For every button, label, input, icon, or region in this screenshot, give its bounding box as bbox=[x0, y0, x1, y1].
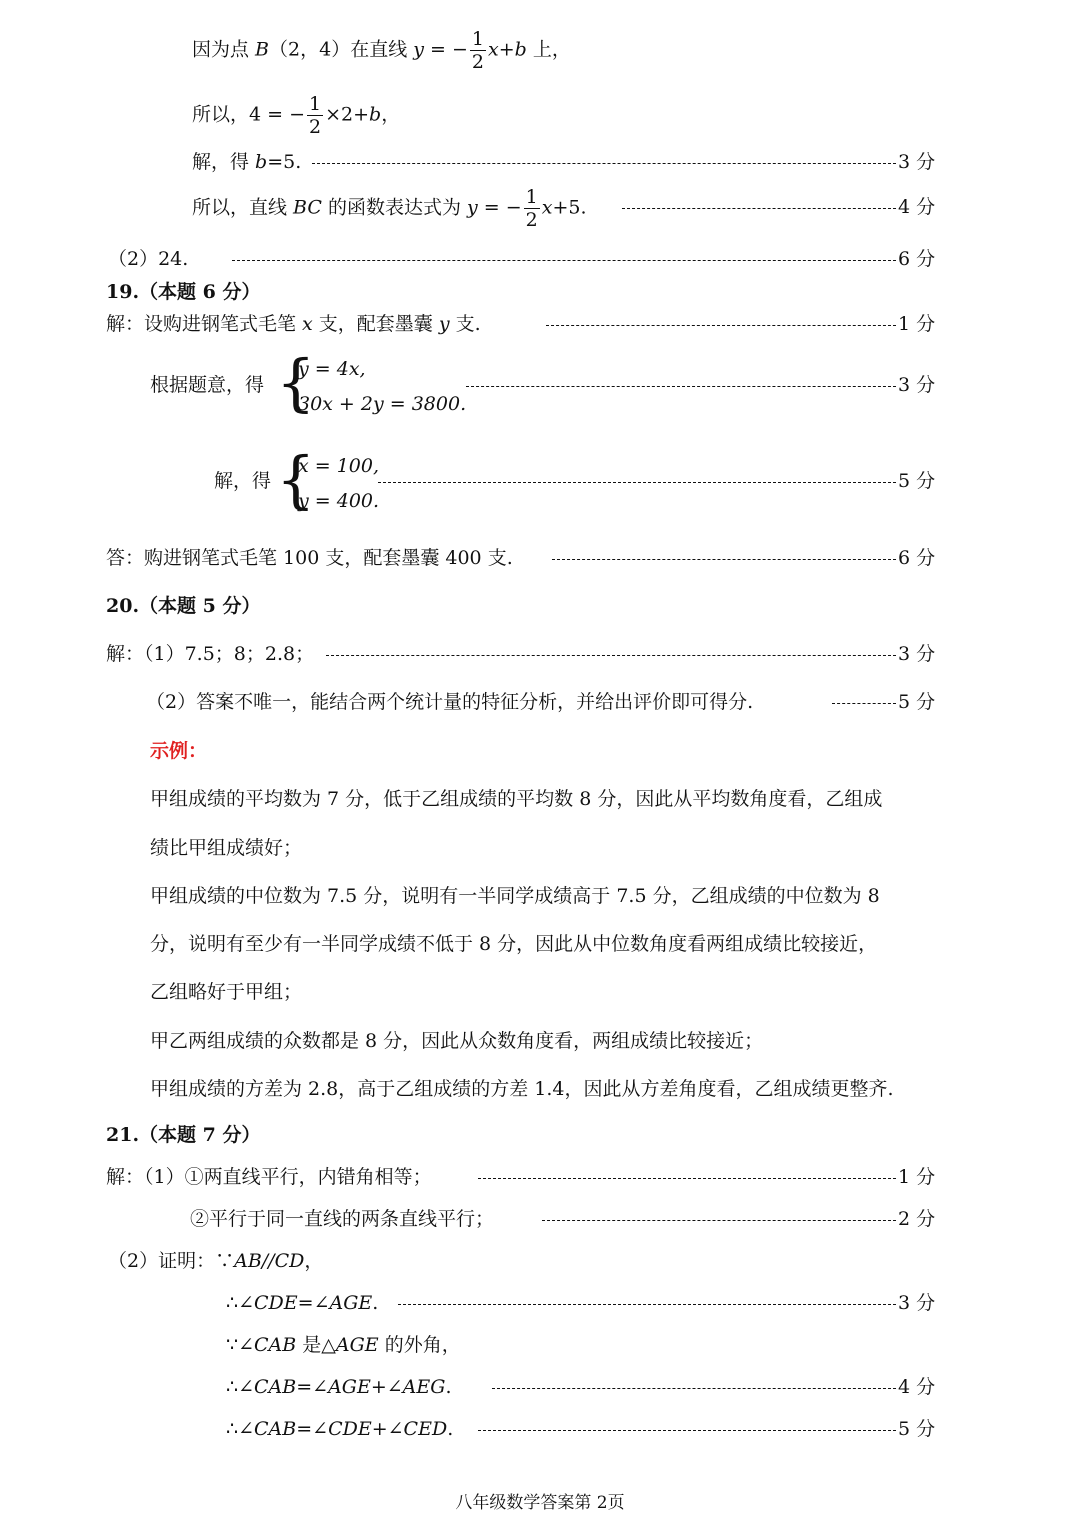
math-expression: CDE=∠AGE bbox=[254, 1292, 373, 1314]
math-var: y bbox=[438, 313, 450, 335]
math-expression: CAB=∠AGE+∠AEG bbox=[254, 1376, 446, 1398]
equation: 30x + 2y = 3800. bbox=[298, 393, 467, 415]
score-leader bbox=[312, 163, 896, 164]
math-var: x bbox=[541, 196, 553, 219]
text: 的外角， bbox=[378, 1334, 461, 1356]
system-label: 根据题意，得 bbox=[150, 374, 265, 396]
q19-line-1 bbox=[106, 311, 481, 337]
page-footer: 八年级数学答案第 2页 bbox=[455, 1493, 625, 1513]
score-leader bbox=[492, 1388, 896, 1389]
score-leader bbox=[232, 260, 896, 261]
text: ， bbox=[381, 103, 401, 126]
text: = − bbox=[423, 38, 468, 61]
score-leader bbox=[832, 703, 896, 704]
score-mark: 5 分 bbox=[898, 470, 936, 492]
fraction-one-half bbox=[307, 93, 323, 138]
score-mark: 3 分 bbox=[898, 1292, 936, 1314]
q18-part2: （2）24. bbox=[108, 248, 189, 270]
fraction-denominator: 2 bbox=[471, 51, 484, 73]
text: = − bbox=[477, 196, 522, 219]
text: （2，4）在直线 bbox=[269, 38, 414, 61]
q18-line-1 bbox=[192, 28, 571, 73]
math-var: AGE bbox=[335, 1334, 379, 1356]
q20-line-2: （2）答案不唯一，能结合两个统计量的特征分析，并给出评价即可得分. bbox=[146, 691, 754, 713]
score-mark: 3 分 bbox=[898, 151, 936, 173]
math-var: b bbox=[255, 151, 268, 173]
score-mark: 4 分 bbox=[898, 1376, 936, 1398]
score-leader bbox=[552, 559, 896, 560]
text: 所以，4 = − bbox=[192, 103, 306, 126]
text: ×2+ bbox=[325, 103, 370, 126]
math-expression: AB//CD bbox=[234, 1250, 305, 1272]
score-mark: 1 分 bbox=[898, 1166, 936, 1188]
example-label: 示例： bbox=[150, 740, 208, 762]
example-paragraph-line: 分，说明有至少有一半同学成绩不低于 8 分，因此从中位数角度看两组成绩比较接近， bbox=[150, 933, 878, 955]
text: ， bbox=[304, 1250, 324, 1272]
text: ∴∠ bbox=[226, 1376, 255, 1398]
score-mark: 5 分 bbox=[898, 1418, 936, 1440]
score-mark: 4 分 bbox=[898, 196, 936, 218]
math-var: b bbox=[514, 38, 527, 61]
example-paragraph-line: 甲乙两组成绩的众数都是 8 分，因此从众数角度看，两组成绩比较接近； bbox=[150, 1030, 764, 1052]
example-paragraph-line: 绩比甲组成绩好； bbox=[150, 837, 303, 859]
text: 所以，直线 bbox=[192, 196, 294, 219]
q21-line-4 bbox=[226, 1290, 378, 1316]
score-mark: 6 分 bbox=[898, 547, 936, 569]
score-leader bbox=[546, 325, 896, 326]
text: 解，得 bbox=[192, 151, 256, 173]
fraction-denominator: 2 bbox=[309, 116, 322, 138]
text: . bbox=[447, 1418, 454, 1440]
score-leader bbox=[622, 208, 896, 209]
q21-line-1: 解：（1）①两直线平行，内错角相等； bbox=[106, 1166, 432, 1188]
text: ∴∠ bbox=[226, 1292, 255, 1314]
q21-line-2: ②平行于同一直线的两条直线平行； bbox=[190, 1208, 495, 1230]
score-leader bbox=[466, 386, 896, 387]
text: . bbox=[372, 1292, 379, 1314]
text: （2）证明：∵ bbox=[108, 1250, 235, 1272]
fraction-denominator: 2 bbox=[525, 209, 538, 231]
score-leader bbox=[326, 655, 896, 656]
score-mark: 2 分 bbox=[898, 1208, 936, 1230]
equation: x = 100, bbox=[298, 455, 380, 477]
q18-line-2 bbox=[192, 93, 400, 138]
score-mark: 3 分 bbox=[898, 643, 936, 665]
text: ∴∠ bbox=[226, 1418, 255, 1440]
text: 因为点 bbox=[192, 38, 256, 61]
question-title: 20.（本题 5 分） bbox=[106, 595, 261, 617]
score-leader bbox=[478, 1430, 896, 1431]
math-var: x bbox=[487, 38, 499, 61]
equation: y = 4x, bbox=[298, 358, 366, 380]
text: 的函数表达式为 bbox=[321, 196, 467, 219]
score-leader bbox=[398, 1304, 896, 1305]
q21-line-7 bbox=[226, 1416, 453, 1442]
text: + bbox=[498, 38, 515, 61]
score-mark: 6 分 bbox=[898, 248, 936, 270]
math-var: y bbox=[413, 38, 424, 61]
q21-line-3 bbox=[108, 1248, 323, 1274]
example-paragraph-line: 甲组成绩的方差为 2.8，高于乙组成绩的方差 1.4，因此从方差角度看，乙组成绩更整齐. bbox=[150, 1078, 894, 1100]
math-var: CAB bbox=[254, 1334, 297, 1356]
math-var: BC bbox=[293, 196, 322, 219]
brace-icon: { bbox=[276, 443, 316, 516]
equation: y = 400. bbox=[298, 490, 380, 512]
math-var: x bbox=[302, 313, 313, 335]
text: 是△ bbox=[296, 1334, 336, 1356]
math-var: y bbox=[467, 196, 478, 219]
example-paragraph-line: 乙组略好于甲组； bbox=[150, 981, 303, 1003]
q18-line-3 bbox=[192, 149, 301, 175]
fraction-one-half bbox=[524, 186, 540, 231]
solution-label: 解，得 bbox=[214, 470, 272, 492]
text: 支. bbox=[449, 313, 481, 335]
math-var: B bbox=[255, 38, 270, 61]
text: . bbox=[445, 1376, 452, 1398]
fraction-numerator: 1 bbox=[471, 28, 484, 50]
q21-line-5 bbox=[226, 1332, 461, 1358]
example-paragraph-line: 甲组成绩的中位数为 7.5 分，说明有一半同学成绩高于 7.5 分，乙组成绩的中位数为 8 bbox=[150, 885, 880, 907]
score-mark: 1 分 bbox=[898, 313, 936, 335]
q21-line-6 bbox=[226, 1374, 452, 1400]
text: =5. bbox=[267, 151, 302, 173]
score-leader bbox=[378, 482, 896, 483]
fraction-numerator: 1 bbox=[525, 186, 538, 208]
math-var: b bbox=[369, 103, 382, 126]
text: 支，配套墨囊 bbox=[312, 313, 439, 335]
score-leader bbox=[478, 1178, 896, 1179]
text: +5. bbox=[552, 196, 587, 219]
fraction-numerator: 1 bbox=[309, 93, 322, 115]
text: 解：设购进钢笔式毛笔 bbox=[106, 313, 303, 335]
score-mark: 3 分 bbox=[898, 374, 936, 396]
score-mark: 5 分 bbox=[898, 691, 936, 713]
example-paragraph-line: 甲组成绩的平均数为 7 分，低于乙组成绩的平均数 8 分，因此从平均数角度看，乙组成 bbox=[150, 788, 883, 810]
text: 上， bbox=[526, 38, 571, 61]
brace-icon: { bbox=[276, 346, 316, 419]
fraction-one-half bbox=[470, 28, 486, 73]
score-leader bbox=[542, 1220, 896, 1221]
question-title: 21.（本题 7 分） bbox=[106, 1124, 261, 1146]
q20-line-1: 解：（1）7.5；8；2.8； bbox=[106, 643, 315, 665]
q18-line-4 bbox=[192, 186, 587, 231]
math-expression: CAB=∠CDE+∠CED bbox=[254, 1418, 448, 1440]
question-title: 19.（本题 6 分） bbox=[106, 281, 261, 303]
text: ∵∠ bbox=[226, 1334, 255, 1356]
answer-line: 答：购进钢笔式毛笔 100 支，配套墨囊 400 支. bbox=[106, 547, 513, 569]
